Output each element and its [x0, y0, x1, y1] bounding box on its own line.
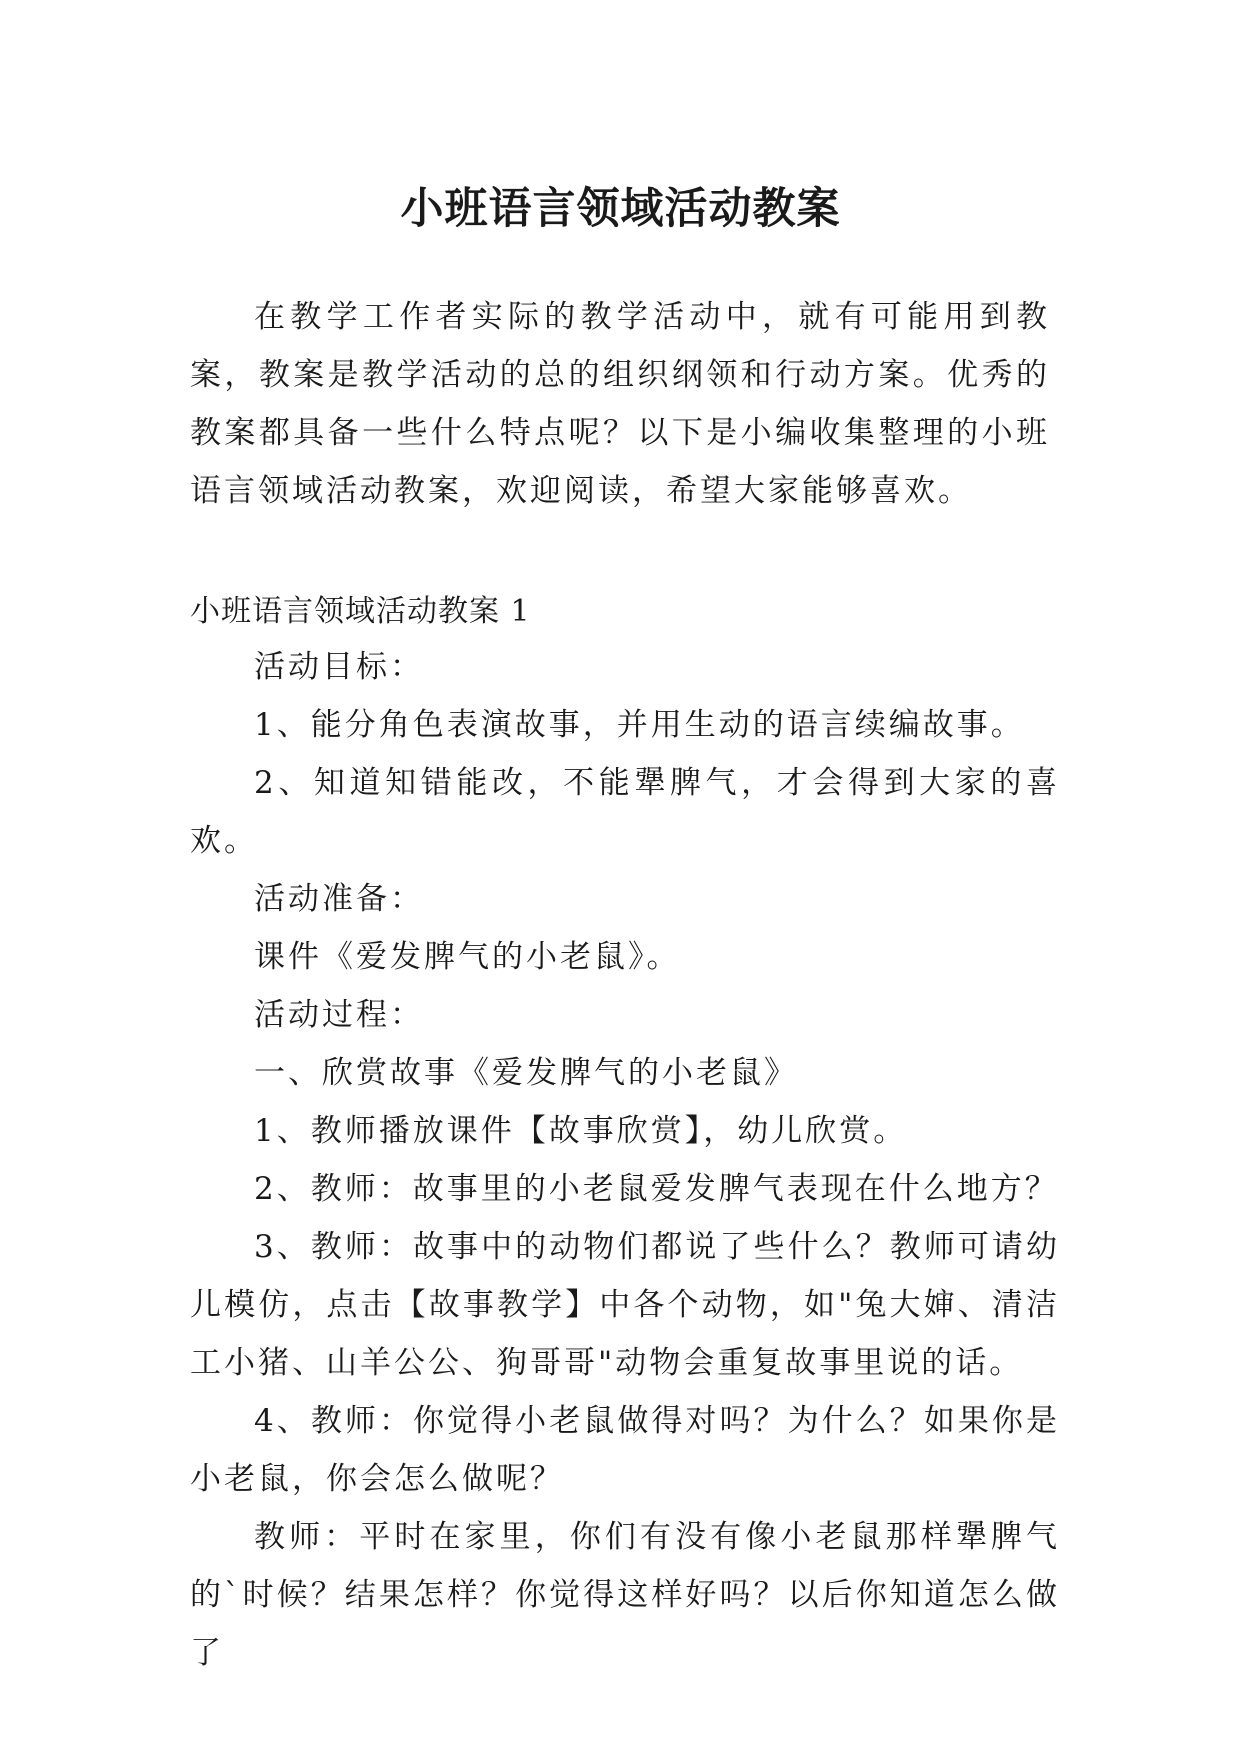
body-paragraph: 活动目标： — [254, 649, 424, 685]
section-heading: 小班语言领域活动教案 1 — [190, 594, 531, 629]
body-paragraph: 活动过程： — [254, 997, 424, 1033]
body-paragraph: 1、能分角色表演故事，并用生动的语言续编故事。 — [254, 707, 1025, 743]
body-paragraph: 教师：平时在家里，你们有没有像小老鼠那样犟脾气的`时候？结果怎样？你觉得这样好吗？以后你知道怎么做了 — [190, 1519, 1060, 1671]
body-paragraph: 1、教师播放课件【故事欣赏】，幼儿欣赏。 — [254, 1113, 908, 1149]
body-paragraph: 2、知道知错能改，不能犟脾气，才会得到大家的喜欢。 — [190, 765, 1060, 859]
document-title: 小班语言领域活动教案 — [400, 183, 841, 234]
body-paragraph: 2、教师：故事里的小老鼠爱发脾气表现在什么地方？ — [254, 1171, 1059, 1207]
document-body — [190, 638, 1060, 1682]
body-paragraph: 一、欣赏故事《爱发脾气的小老鼠》 — [254, 1055, 798, 1091]
body-paragraph: 4、教师：你觉得小老鼠做得对吗？为什么？如果你是小老鼠，你会怎么做呢？ — [190, 1403, 1060, 1497]
body-paragraph: 3、教师：故事中的动物们都说了些什么？教师可请幼儿模仿，点击【故事教学】中各个动物，如"兔大婶、清洁工小猪、山羊公公、狗哥哥"动物会重复故事里说的话。 — [190, 1229, 1060, 1381]
body-paragraph: 活动准备： — [254, 881, 424, 917]
body-paragraph: 课件《爱发脾气的小老鼠》。 — [254, 939, 681, 975]
intro-paragraph: 在教学工作者实际的教学活动中，就有可能用到教案，教案是教学活动的总的组织纲领和行动方案。优秀的教案都具备一些什么特点呢？以下是小编收集整理的小班语言领域活动教案，欢迎阅读，希望大家能够喜欢。 — [190, 299, 1050, 509]
